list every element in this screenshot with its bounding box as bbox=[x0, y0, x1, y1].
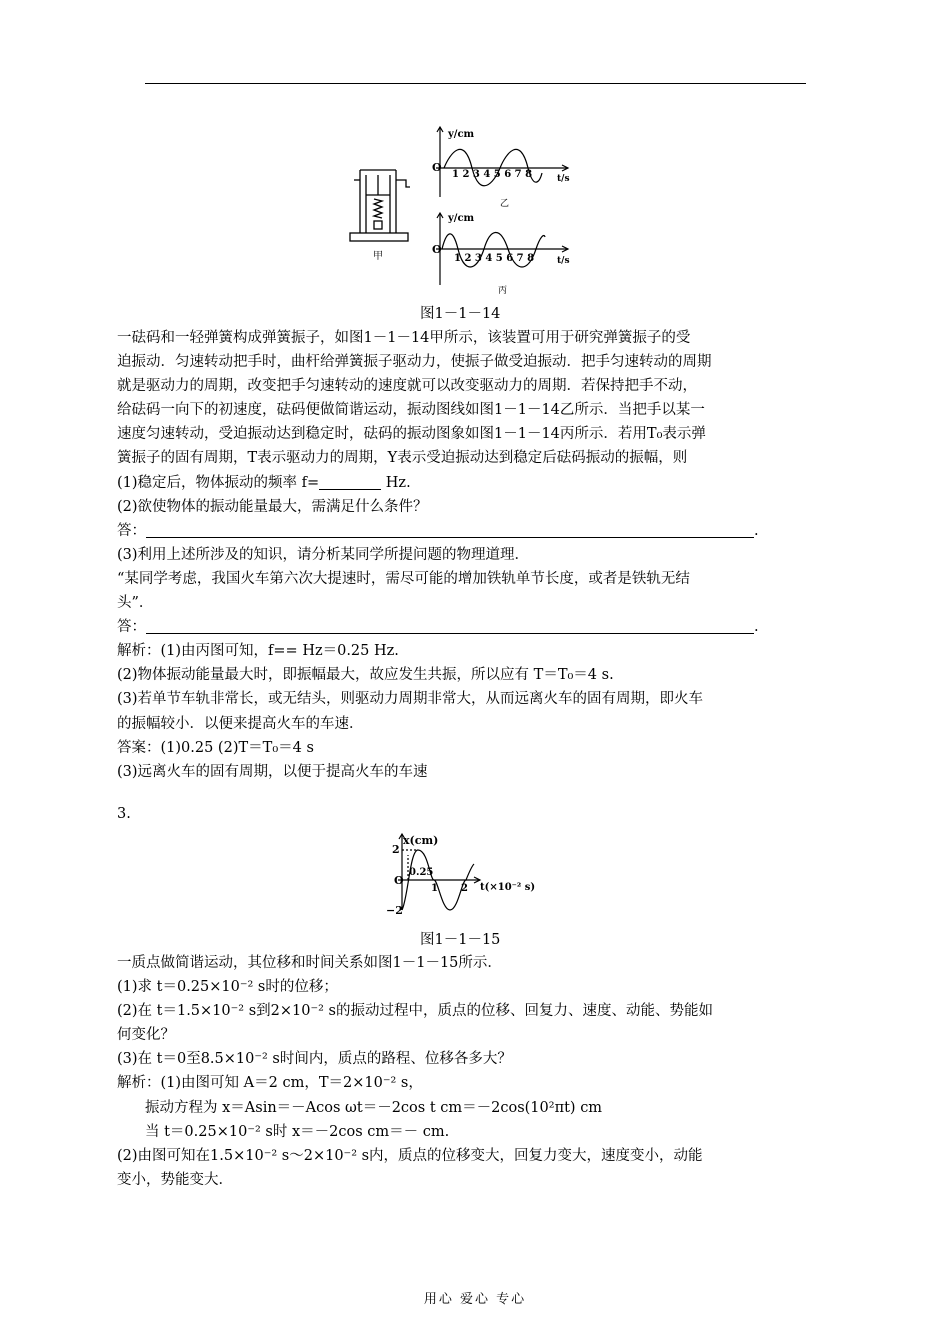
origin-yi: O bbox=[432, 161, 442, 174]
solution-line: 变小，势能变大． bbox=[117, 1171, 233, 1188]
y-tick-2: 2 bbox=[392, 843, 400, 856]
answer-blank-1[interactable] bbox=[146, 523, 754, 538]
text-line: (3)在 t＝0至8.5×10⁻² s时间内，质点的路程、位移各多大？ bbox=[117, 1051, 512, 1068]
answer-blank-frequency[interactable] bbox=[319, 475, 381, 490]
solution-line: (2)由图可知在1.5×10⁻² s～2×10⁻² s内，质点的位移变大，回复力变大，速度变小，动能 bbox=[117, 1147, 703, 1164]
y-tick-neg2: −2 bbox=[386, 904, 403, 917]
t-tick-1: 1 bbox=[431, 883, 438, 894]
axis-t-yi: t/s bbox=[557, 174, 570, 184]
label-yi: 乙 bbox=[500, 199, 510, 209]
answer-period: . bbox=[754, 522, 759, 539]
answer-blank-2[interactable] bbox=[146, 619, 754, 634]
solution-line: 当 t＝0.25×10⁻² s时 x＝－2cos cm＝－ cm. bbox=[145, 1123, 450, 1140]
ticks-bing: 1 2 3 4 5 6 7 8 bbox=[454, 253, 535, 264]
text-line: “某同学考虑，我国火车第六次大提速时，需尽可能的增加铁轨单节长度，或者是铁轨无结 bbox=[117, 570, 690, 587]
solution-line: (3)若单节车轨非常长，或无结头，则驱动力周期非常大，从而远离火车的固有周期，即火车 bbox=[117, 691, 704, 708]
question-1-line bbox=[117, 471, 817, 495]
answer-label: 答： bbox=[117, 522, 146, 539]
final-answer-line: 答案：(1)0.25 (2)T＝T₀＝4 s bbox=[117, 739, 314, 756]
final-answer-line: (3)远离火车的固有周期，以便于提高火车的车速 bbox=[117, 763, 428, 780]
header-rule bbox=[145, 83, 806, 84]
caption-fig-1-1-14: 图1－1－14 bbox=[420, 306, 501, 322]
axis-y-bing: y/cm bbox=[448, 213, 475, 224]
answer-line-1 bbox=[117, 519, 817, 543]
text-line: 一质点做简谐运动，其位移和时间关系如图1－1－15所示． bbox=[117, 955, 502, 971]
answer-period: . bbox=[754, 619, 759, 636]
text-line: 迫振动．匀速转动把手时，曲杆给弹簧振子驱动力，使振子做受迫振动．把手匀速转动的周期 bbox=[117, 354, 712, 371]
solution-line: 解析：(1)由丙图可知，f== Hz＝0.25 Hz. bbox=[117, 643, 399, 660]
text-line: 一砝码和一轻弹簧构成弹簧振子，如图1－1－14甲所示，该装置可用于研究弹簧振子的受 bbox=[117, 330, 691, 346]
t-tick-2: 2 bbox=[461, 883, 468, 894]
text-line: 何变化？ bbox=[117, 1027, 175, 1044]
answer-label: 答： bbox=[117, 619, 146, 636]
text-line: (3)利用上述所涉及的知识，请分析某同学所提问题的物理道理． bbox=[117, 546, 530, 563]
text-line: 头”． bbox=[117, 595, 154, 612]
solution-line: 振动方程为 x＝Asin＝－Acos ωt＝－2cos t cm＝－2cos(10²πt) cm bbox=[145, 1099, 603, 1116]
label-jia: 甲 bbox=[373, 251, 383, 262]
solution-line: (2)物体振动能量最大时，即振幅最大，故应发生共振，所以应有 T＝T₀＝4 s. bbox=[117, 667, 614, 684]
axis-t-bing: t/s bbox=[557, 256, 570, 266]
question-1-text: (1)稳定后，物体振动的频率 f= bbox=[117, 474, 320, 491]
problem-3-text bbox=[117, 951, 817, 1192]
label-bing: 丙 bbox=[498, 286, 508, 296]
axis-x-label: x(cm) bbox=[403, 834, 439, 847]
text-line: 就是驱动力的周期，改变把手匀速转动的速度就可以改变驱动力的周期．若保持把手不动， bbox=[117, 378, 697, 395]
answer-line-2 bbox=[117, 615, 817, 639]
origin: O bbox=[394, 874, 404, 887]
axis-y-yi: y/cm bbox=[448, 129, 475, 140]
caption-fig-1-1-15: 图1－1－15 bbox=[420, 932, 501, 948]
t-tick-025: 0.25 bbox=[409, 867, 434, 878]
text-line: (1)求 t＝0.25×10⁻² s时的位移； bbox=[117, 979, 338, 996]
ticks-yi: 1 2 3 4 5 6 7 8 bbox=[452, 169, 533, 180]
question-3-number: 3. bbox=[117, 806, 131, 822]
text-line: 簧振子的固有周期，T表示驱动力的周期，Y表示受迫振动达到稳定后砝码振动的振幅，则 bbox=[117, 450, 688, 467]
text-line: (2)欲使物体的振动能量最大，需满足什么条件？ bbox=[117, 498, 428, 515]
solution-line: 解析：(1)由图可知 A＝2 cm，T＝2×10⁻² s， bbox=[117, 1075, 423, 1092]
page-footer: 用心 爱心 专心 bbox=[423, 1292, 527, 1307]
text-line: 速度匀速转动，受迫振动达到稳定时，砝码的振动图象如图1－1－14丙所示．若用T₀表示弹 bbox=[117, 426, 706, 443]
problem-2-text bbox=[117, 326, 817, 784]
text-line: (2)在 t＝1.5×10⁻² s到2×10⁻² s的振动过程中，质点的位移、回复力、速度、动能、势能如 bbox=[117, 1003, 713, 1020]
origin-bing: O bbox=[432, 243, 442, 256]
solution-line: 的振幅较小．以便来提高火车的车速． bbox=[117, 715, 364, 732]
axis-t-label: t(×10⁻² s) bbox=[480, 882, 536, 893]
question-1-unit: Hz. bbox=[385, 474, 411, 491]
figure-1-1-15 bbox=[380, 830, 550, 925]
text-line: 给砝码一向下的初速度，砝码便做简谐运动，振动图线如图1－1－14乙所示．当把手以某一 bbox=[117, 402, 705, 419]
spring-oscillator-apparatus bbox=[350, 170, 410, 241]
figure-1-1-14 bbox=[340, 125, 580, 300]
